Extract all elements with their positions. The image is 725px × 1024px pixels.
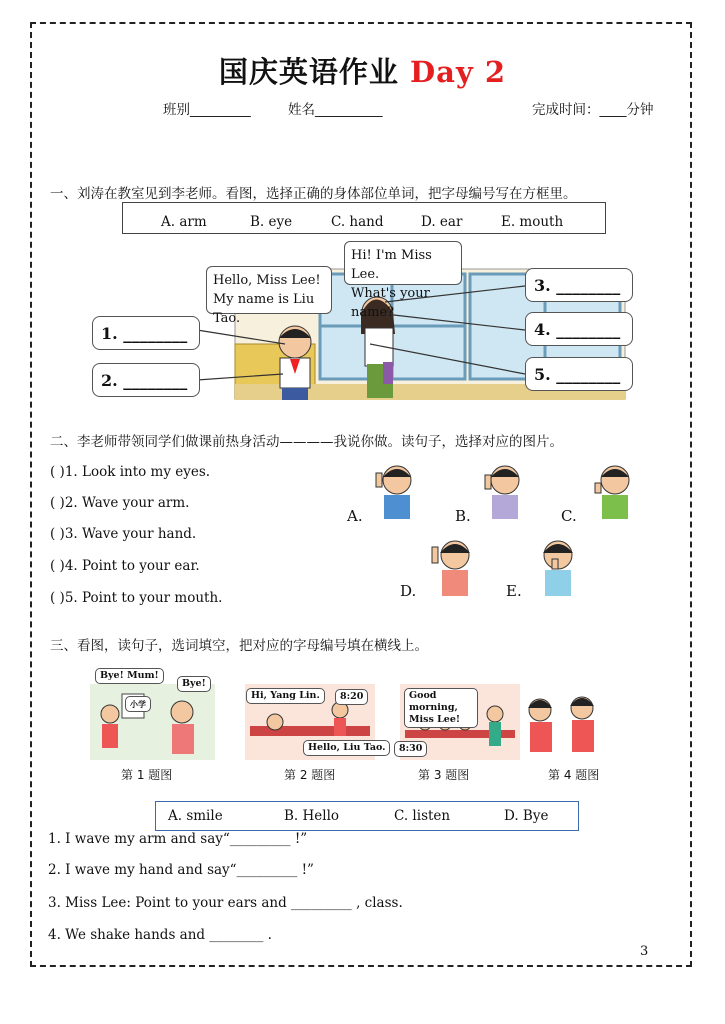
fill-sentence[interactable]: 4. We shake hands and ________ .	[48, 927, 272, 943]
title-cn: 国庆英语作业	[218, 55, 399, 89]
pic2-bubble-2: Hello, Liu Tao.	[303, 740, 390, 756]
pic1-bubble-2: Bye!	[177, 676, 211, 692]
page-title	[0, 50, 725, 91]
section2-item[interactable]: ( )3. Wave your hand.	[50, 526, 197, 542]
class-field[interactable]: 班别_________	[163, 102, 251, 118]
answer-box-4[interactable]: 4. ________	[525, 312, 633, 346]
section1-instruction: 一、刘涛在教室见到李老师。看图，选择正确的身体部位单词，把字母编号写在方框里。	[50, 186, 577, 202]
caption: 第 4 题图	[548, 768, 600, 782]
option: A. smile	[168, 808, 223, 824]
section3-options-box	[155, 801, 579, 831]
fill-sentence[interactable]: 1. I wave my arm and say“_________ !”	[48, 831, 308, 847]
bubble-line: Hi! I'm Miss Lee.	[351, 248, 432, 282]
option: C. hand	[331, 214, 384, 230]
section2-item[interactable]: ( )1. Look into my eyes.	[50, 464, 211, 480]
section2-item[interactable]: ( )2. Wave your arm.	[50, 495, 190, 511]
section3-instruction: 三、看图，读句子，选词填空，把对应的字母编号填在横线上。	[50, 638, 428, 654]
page-number: 3	[640, 944, 649, 959]
bubble-liu-tao: Hello, Miss Lee! My name is Liu Tao.	[206, 266, 332, 314]
fill-sentence[interactable]: 2. I wave my hand and say“_________ !”	[48, 862, 314, 878]
pic1-school-sign: 小学	[125, 696, 151, 712]
option: D. Bye	[504, 808, 549, 824]
section1-options-box	[122, 202, 606, 234]
option: B. Hello	[284, 808, 340, 824]
caption: 第 2 题图	[284, 768, 336, 782]
title-day: Day 2	[410, 55, 507, 89]
caption: 第 1 题图	[121, 768, 173, 782]
option: A. arm	[161, 214, 207, 230]
answer-box-1[interactable]: 1. ________	[92, 316, 200, 350]
option: C. listen	[394, 808, 451, 824]
answer-box-2[interactable]: 2. ________	[92, 363, 200, 397]
caption: 第 3 题图	[418, 768, 470, 782]
pic-letter: D.	[400, 582, 417, 600]
pic-letter: E.	[506, 582, 522, 600]
pic-letter: C.	[561, 507, 577, 525]
section2-instruction: 二、李老师带领同学们做课前热身活动————我说你做。读句子，选择对应的图片。	[50, 434, 563, 450]
pic3-time: 8:30	[394, 741, 427, 757]
option: E. mouth	[501, 214, 564, 230]
bubble-line: What's your name?	[351, 286, 430, 320]
warmup-pictures	[340, 455, 640, 605]
option: B. eye	[250, 214, 293, 230]
section2-item[interactable]: ( )4. Point to your ear.	[50, 558, 200, 574]
option: D. ear	[421, 214, 463, 230]
pic2-bubble-1: Hi, Yang Lin.	[246, 688, 325, 704]
time-field[interactable]: 完成时间：____分钟	[532, 102, 654, 118]
bubble-miss-lee	[344, 241, 462, 320]
pic-letter: A.	[347, 507, 363, 525]
fill-sentence[interactable]: 3. Miss Lee: Point to your ears and _________ , class.	[48, 895, 403, 911]
section2-item[interactable]: ( )5. Point to your mouth.	[50, 590, 223, 606]
name-field[interactable]: 姓名__________	[288, 102, 383, 118]
pic2-time: 8:20	[335, 689, 368, 705]
answer-box-5[interactable]: 5. ________	[525, 357, 633, 391]
pic3-bubble: Good morning, Miss Lee!	[404, 688, 478, 728]
answer-box-3[interactable]: 3. ________	[525, 268, 633, 302]
pic1-bubble-1: Bye! Mum!	[95, 668, 164, 684]
pic-letter: B.	[455, 507, 471, 525]
